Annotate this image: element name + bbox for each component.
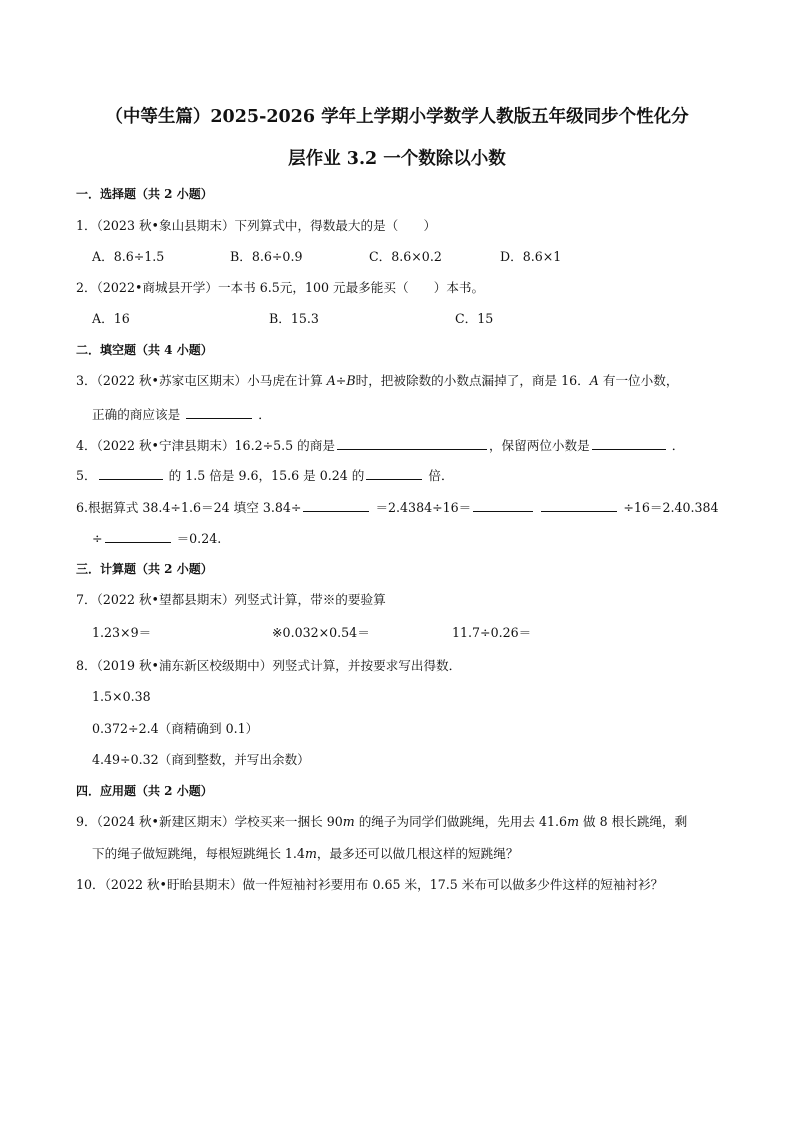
q3-text-a: 3．（2022 秋•苏家屯区期末）小马虎在计算	[76, 373, 327, 388]
q1-option-b: B．8.6÷0.9	[230, 249, 303, 264]
q7-item-1: 1.23×9＝	[92, 625, 152, 640]
q3-variable-a: A	[589, 373, 599, 388]
q5-blank-1[interactable]	[99, 466, 163, 480]
q6-text-d: ÷	[92, 531, 103, 546]
question-3-line-2	[92, 405, 271, 423]
question-6-line-2	[92, 529, 221, 547]
q2-option-a: A．16	[92, 311, 130, 326]
q6-blank-3[interactable]	[541, 498, 617, 512]
q7-item-3: 11.7÷0.26＝	[452, 625, 532, 640]
q4-text-a: 4．（2022 秋•宁津县期末）16.2÷5.5 的商是	[76, 438, 335, 453]
q3-text-d: 正确的商应该是	[92, 407, 181, 422]
page-title-line-2: 层作业 3.2 一个数除以小数	[288, 149, 506, 169]
q6-blank-4[interactable]	[105, 529, 171, 543]
question-10-stem: 10．（2022 秋•盱眙县期末）做一件短袖衬衫要用布 0.65 米，17.5 米布可以做多少件这样的短袖衬衫？	[76, 877, 664, 892]
question-9-line-2	[92, 846, 518, 862]
q5-text-a: 5．	[76, 468, 97, 483]
q9-text-d: 下的绳子做短跳绳，每根短跳绳长 1.4	[92, 846, 305, 861]
question-6-line-1	[76, 498, 719, 516]
q1-option-c: C．8.6×0.2	[369, 249, 442, 264]
q3-text-b: 时，把被除数的小数点漏掉了，商是 16．	[355, 373, 590, 388]
page-title-line-1: （中等生篇）2025-2026 学年上学期小学数学人教版五年级同步个性化分	[105, 107, 689, 127]
q3-text-c: 有一位小数，	[598, 373, 679, 388]
q8-item-1: 1.5×0.38	[92, 689, 151, 704]
q5-blank-2[interactable]	[366, 466, 422, 480]
question-7-stem: 7．（2022 秋•望都县期末）列竖式计算，带※的要验算	[76, 592, 386, 607]
question-8-stem: 8．（2019 秋•浦东新区校级期中）列竖式计算，并按要求写出得数．	[76, 658, 462, 673]
q6-text-e: ＝0.24.	[176, 531, 222, 546]
q8-item-2: 0.372÷2.4（商精确到 0.1）	[92, 721, 259, 736]
q6-text-c: ÷16＝2.40.384	[623, 500, 719, 515]
q7-item-2: ※0.032×0.54＝	[272, 625, 370, 640]
q9-text-c: 做 8 根长跳绳，剩	[579, 814, 688, 829]
q9-unit-m-2: m	[567, 814, 580, 829]
q4-blank-rounded[interactable]	[592, 436, 666, 450]
question-3-line-1	[76, 373, 678, 389]
q1-option-a: A．8.6÷1.5	[92, 249, 165, 264]
q9-unit-m-3: m	[304, 846, 317, 861]
q4-text-b: ，保留两位小数是	[488, 438, 590, 453]
q3-end: ．	[258, 407, 271, 422]
q4-blank-quotient[interactable]	[337, 436, 487, 450]
section-heading-calc: 三．计算题（共 2 小题）	[76, 562, 213, 576]
q3-expression: A÷B	[326, 373, 356, 388]
question-4	[76, 436, 684, 454]
q2-option-b: B．15.3	[269, 311, 319, 326]
q8-item-3: 4.49÷0.32（商到整数，并写出余数）	[92, 752, 310, 767]
q9-text-a: 9．（2024 秋•新建区期末）学校买来一捆长 90	[76, 814, 343, 829]
q2-option-c: C．15	[455, 311, 494, 326]
section-heading-fill: 二．填空题（共 4 小题）	[76, 343, 213, 357]
q4-end: ．	[671, 438, 685, 453]
q6-text-b: ＝2.4384÷16＝	[375, 500, 472, 515]
q9-text-e: ，最多还可以做几根这样的短跳绳？	[316, 846, 519, 861]
q5-text-b: 的 1.5 倍是 9.6，15.6 是 0.24 的	[168, 468, 365, 483]
q6-blank-2[interactable]	[473, 498, 533, 512]
question-1-stem: 1．（2023 秋•象山县期末）下列算式中，得数最大的是（ ）	[76, 218, 437, 233]
question-5	[76, 466, 454, 484]
q5-text-c: 倍．	[428, 468, 454, 483]
section-heading-application: 四．应用题（共 2 小题）	[76, 784, 213, 798]
q6-text-a: 6.根据算式 38.4÷1.6＝24 填空 3.84÷	[76, 500, 302, 515]
q3-answer-blank[interactable]	[186, 405, 252, 419]
q9-unit-m-1: m	[342, 814, 355, 829]
q9-text-b: 的绳子为同学们做跳绳，先用去 41.6	[354, 814, 568, 829]
question-9-line-1	[76, 814, 687, 830]
q6-blank-1[interactable]	[303, 498, 369, 512]
q1-option-d: D．8.6×1	[500, 249, 562, 264]
section-heading-choice: 一．选择题（共 2 小题）	[76, 187, 213, 201]
question-2-stem: 2．（2022•商城县开学）一本书 6.5元，100 元最多能买（ ）本书。	[76, 280, 485, 295]
